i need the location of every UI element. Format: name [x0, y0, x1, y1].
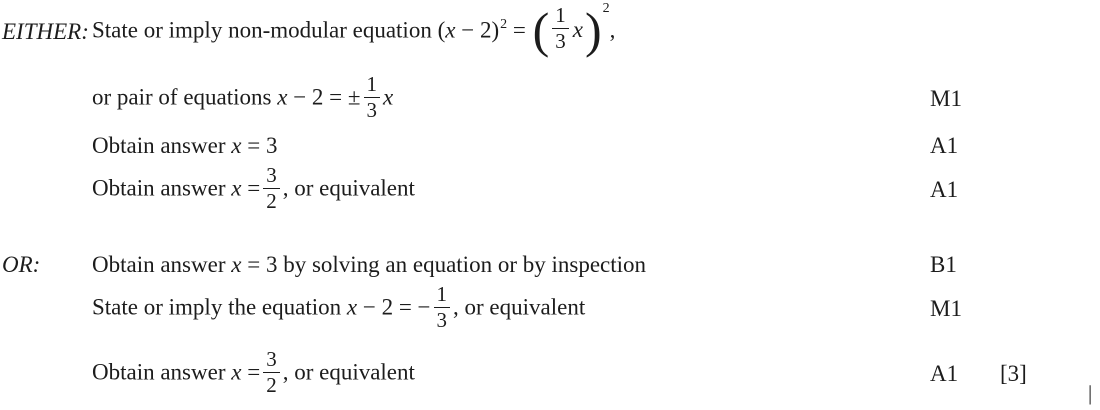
or-line1-content — [92, 252, 646, 278]
math-var-x: x — [231, 359, 242, 385]
mark-label-a1: A1 — [930, 133, 959, 158]
mark-label-a1: A1 — [930, 177, 959, 202]
or-line3-tail: , or equivalent — [282, 359, 415, 385]
equals-sign: = — [241, 175, 261, 201]
or-line3-text: Obtain answer — [92, 359, 232, 385]
math-var-x: x — [277, 84, 288, 110]
math-minus-two: − 2 — [455, 17, 492, 43]
text-cursor: | — [1088, 381, 1093, 405]
fraction-one-third — [434, 283, 451, 331]
fraction-one-third — [552, 4, 569, 52]
trailing-comma: , — [609, 17, 616, 43]
line4-tail: , or equivalent — [282, 175, 415, 201]
math-plusminus: − 2 = ± — [287, 84, 361, 110]
big-open-paren: ( — [532, 2, 550, 58]
close-paren: ) — [491, 17, 500, 43]
fraction-one-third — [364, 73, 381, 121]
line4-content — [92, 162, 415, 214]
mark-label-a1: A1 — [930, 361, 959, 386]
exponent-two: 2 — [602, 1, 610, 16]
line1-content — [92, 1, 616, 58]
marks-total: [3] — [1000, 361, 1027, 386]
open-paren: ( — [437, 17, 446, 43]
math-var-x: x — [572, 17, 583, 42]
row-either-line3 — [0, 132, 1100, 160]
mark-label-b1: B1 — [930, 252, 957, 277]
fraction-three-halves — [263, 164, 280, 212]
big-close-paren: ) — [584, 2, 602, 58]
or-line1-text: Obtain answer — [92, 252, 232, 277]
or-line2-tail: , or equivalent — [453, 294, 586, 320]
line2-text: or pair of equations — [92, 84, 278, 110]
fraction-three-halves — [263, 348, 280, 396]
fraction-denominator: 3 — [552, 28, 569, 53]
math-var-x: x — [445, 17, 456, 43]
or-line1-rest: = 3 by solving an equation or by inspection — [241, 252, 647, 277]
fraction-numerator: 1 — [366, 71, 378, 96]
fraction-denominator: 3 — [364, 97, 381, 122]
row-or-line2 — [0, 279, 1100, 339]
row-either-line1 — [0, 0, 1100, 64]
line3-text: Obtain answer — [92, 133, 232, 158]
fraction-numerator: 3 — [266, 346, 277, 371]
row-or-line1 — [0, 251, 1100, 279]
line1-text: State or imply non-modular equation — [92, 17, 438, 43]
equals-sign: = — [241, 359, 261, 385]
row-either-line2 — [0, 71, 1100, 127]
or-label: OR: — [2, 252, 41, 277]
math-var-x: x — [231, 133, 242, 158]
or-line2-text: State or imply the equation — [92, 294, 347, 320]
line4-text: Obtain answer — [92, 175, 232, 201]
fraction-numerator: 1 — [555, 2, 566, 27]
line2-content — [92, 71, 394, 123]
or-line2-content — [92, 281, 586, 333]
fraction-denominator: 3 — [434, 307, 451, 332]
exponent-two: 2 — [500, 17, 508, 33]
line3-content — [92, 133, 277, 159]
or-line3-content — [92, 346, 415, 398]
math-var-x: x — [231, 252, 242, 277]
fraction-numerator: 1 — [436, 281, 448, 306]
math-equals-minus: − 2 = − — [357, 294, 431, 320]
row-either-line4 — [0, 161, 1100, 219]
fraction-denominator: 2 — [263, 372, 280, 397]
math-var-x: x — [346, 294, 358, 320]
fraction-denominator: 2 — [263, 188, 280, 213]
math-var-x: x — [231, 175, 242, 201]
fraction-numerator: 3 — [266, 162, 277, 187]
mark-label-m1: M1 — [930, 296, 962, 321]
math-equals-three: = 3 — [241, 133, 278, 158]
math-var-x: x — [383, 84, 394, 110]
big-paren-group — [532, 1, 610, 58]
mark-label-m1: M1 — [930, 86, 962, 111]
equals-sign: = — [507, 17, 532, 43]
row-or-line3 — [0, 343, 1100, 405]
either-label: EITHER: — [2, 19, 89, 44]
